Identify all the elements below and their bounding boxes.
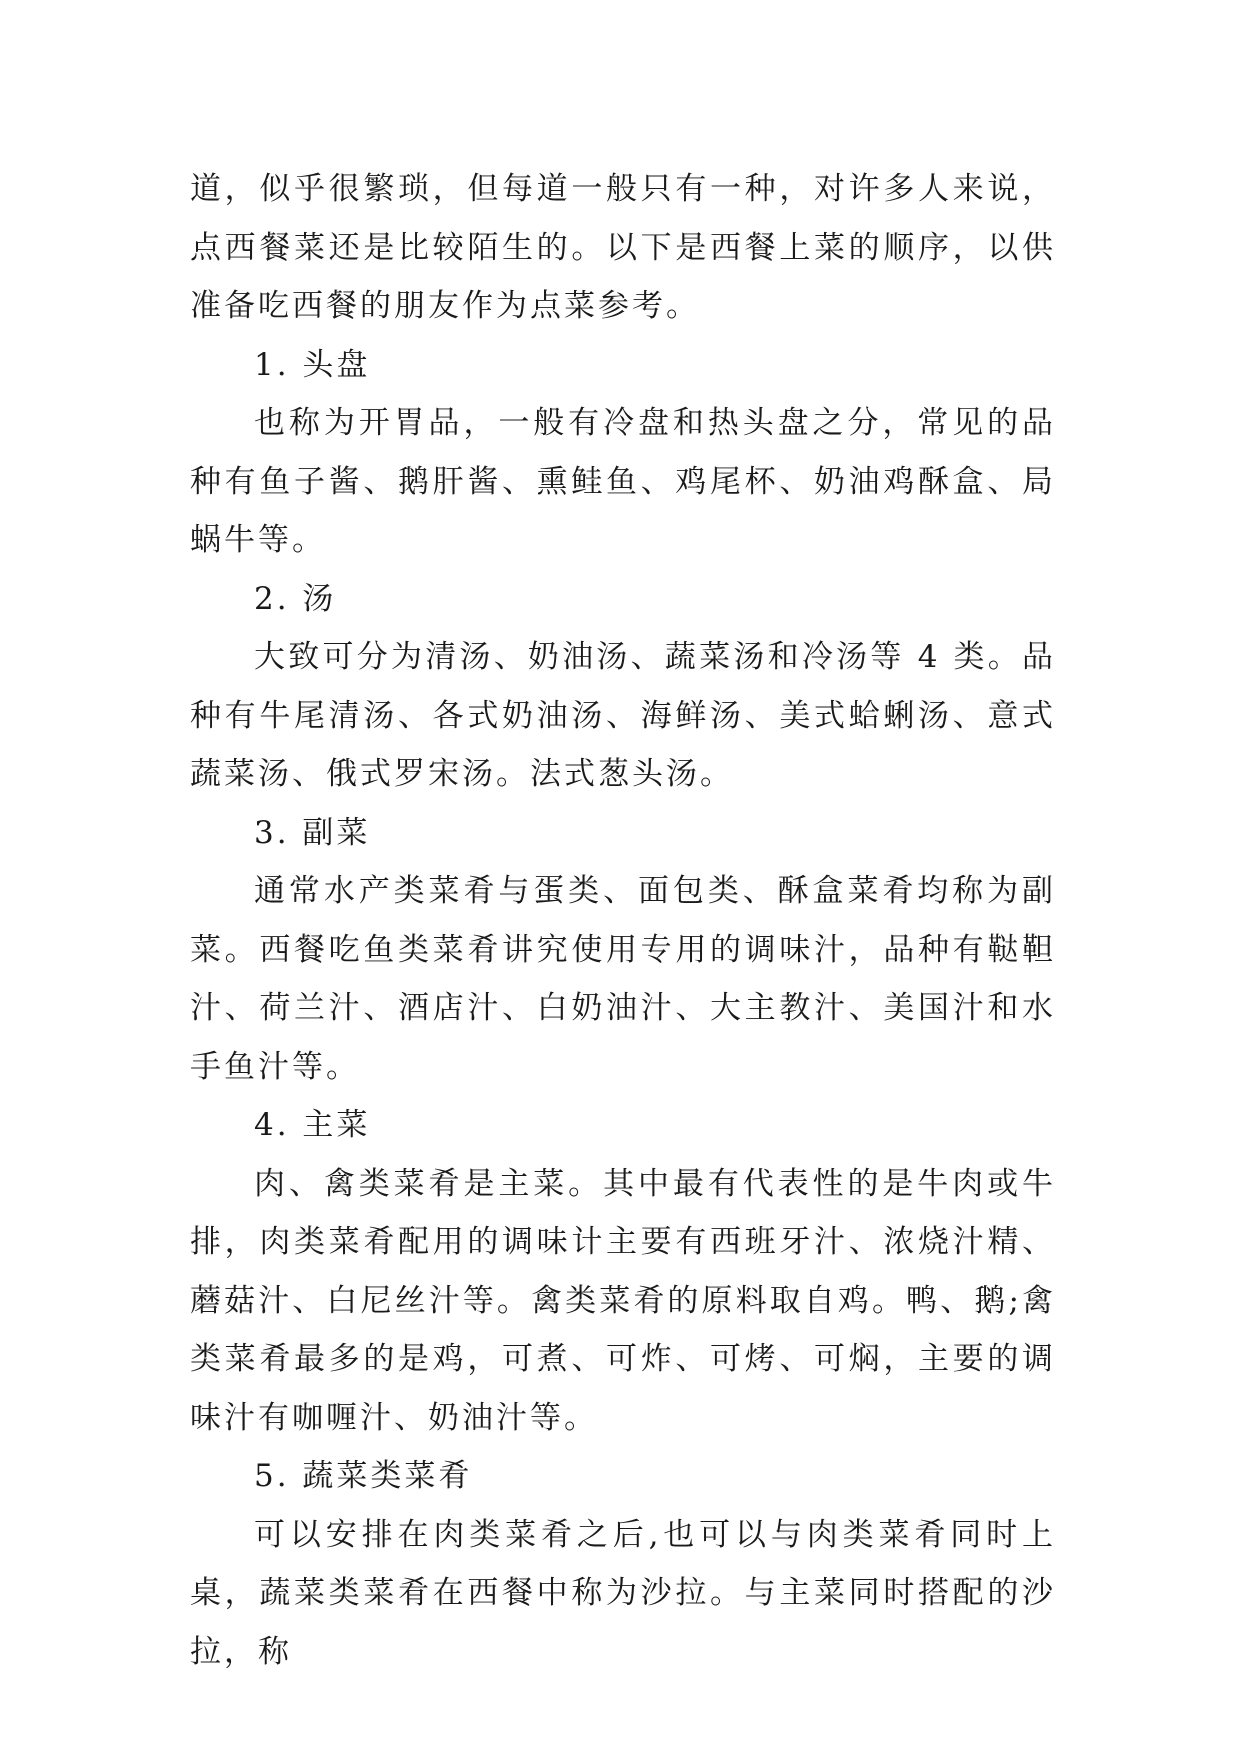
section-heading-soup: 2. 汤 [254, 580, 337, 617]
paragraph-main-course: 肉、禽类菜肴是主菜。其中最有代表性的是牛肉或牛排，肉类菜肴配用的调味计主要有西班牙汁、浓烧汁精、蘑菇汁、白尼丝汁等。禽类菜肴的原料取自鸡。鸭、鹅;禽类菜肴最多的是鸡，可煮、可炸、可烤、可焖，主要的调味汁有咖喱汁、奶油汁等。 [190, 1165, 1056, 1436]
paragraph-soup: 大致可分为清汤、奶油汤、蔬菜汤和冷汤等 4 类。品种有牛尾清汤、各式奶油汤、海鲜汤、美式蛤蜊汤、意式蔬菜汤、俄式罗宋汤。法式葱头汤。 [190, 639, 1056, 792]
section-heading-vegetables: 5. 蔬菜类菜肴 [254, 1458, 473, 1494]
document-body [190, 160, 1056, 1681]
paragraph-appetizer: 也称为开胃品，一般有冷盘和热头盘之分，常见的品种有鱼子酱、鹅肝酱、熏鲑鱼、鸡尾杯、奶油鸡酥盒、局蜗牛等。 [190, 405, 1056, 558]
continuation-paragraph: 道，似乎很繁琐，但每道一般只有一种，对许多人来说，点西餐菜还是比较陌生的。以下是西餐上菜的顺序，以供准备吃西餐的朋友作为点菜参考。 [190, 171, 1056, 324]
section-heading-main-course: 4. 主菜 [254, 1107, 371, 1143]
paragraph-side-dish: 通常水产类菜肴与蛋类、面包类、酥盒菜肴均称为副菜。西餐吃鱼类菜肴讲究使用专用的调味汁，品种有鞑靼汁、荷兰汁、酒店汁、白奶油汁、大主教汁、美国汁和水手鱼汁等。 [190, 873, 1056, 1085]
section-heading-side-dish: 3. 副菜 [254, 814, 371, 851]
paragraph-vegetables: 可以安排在肉类菜肴之后,也可以与肉类菜肴同时上桌，蔬菜类菜肴在西餐中称为沙拉。与主菜同时搭配的沙拉，称 [190, 1516, 1056, 1670]
section-heading-appetizer: 1. 头盘 [254, 346, 371, 383]
